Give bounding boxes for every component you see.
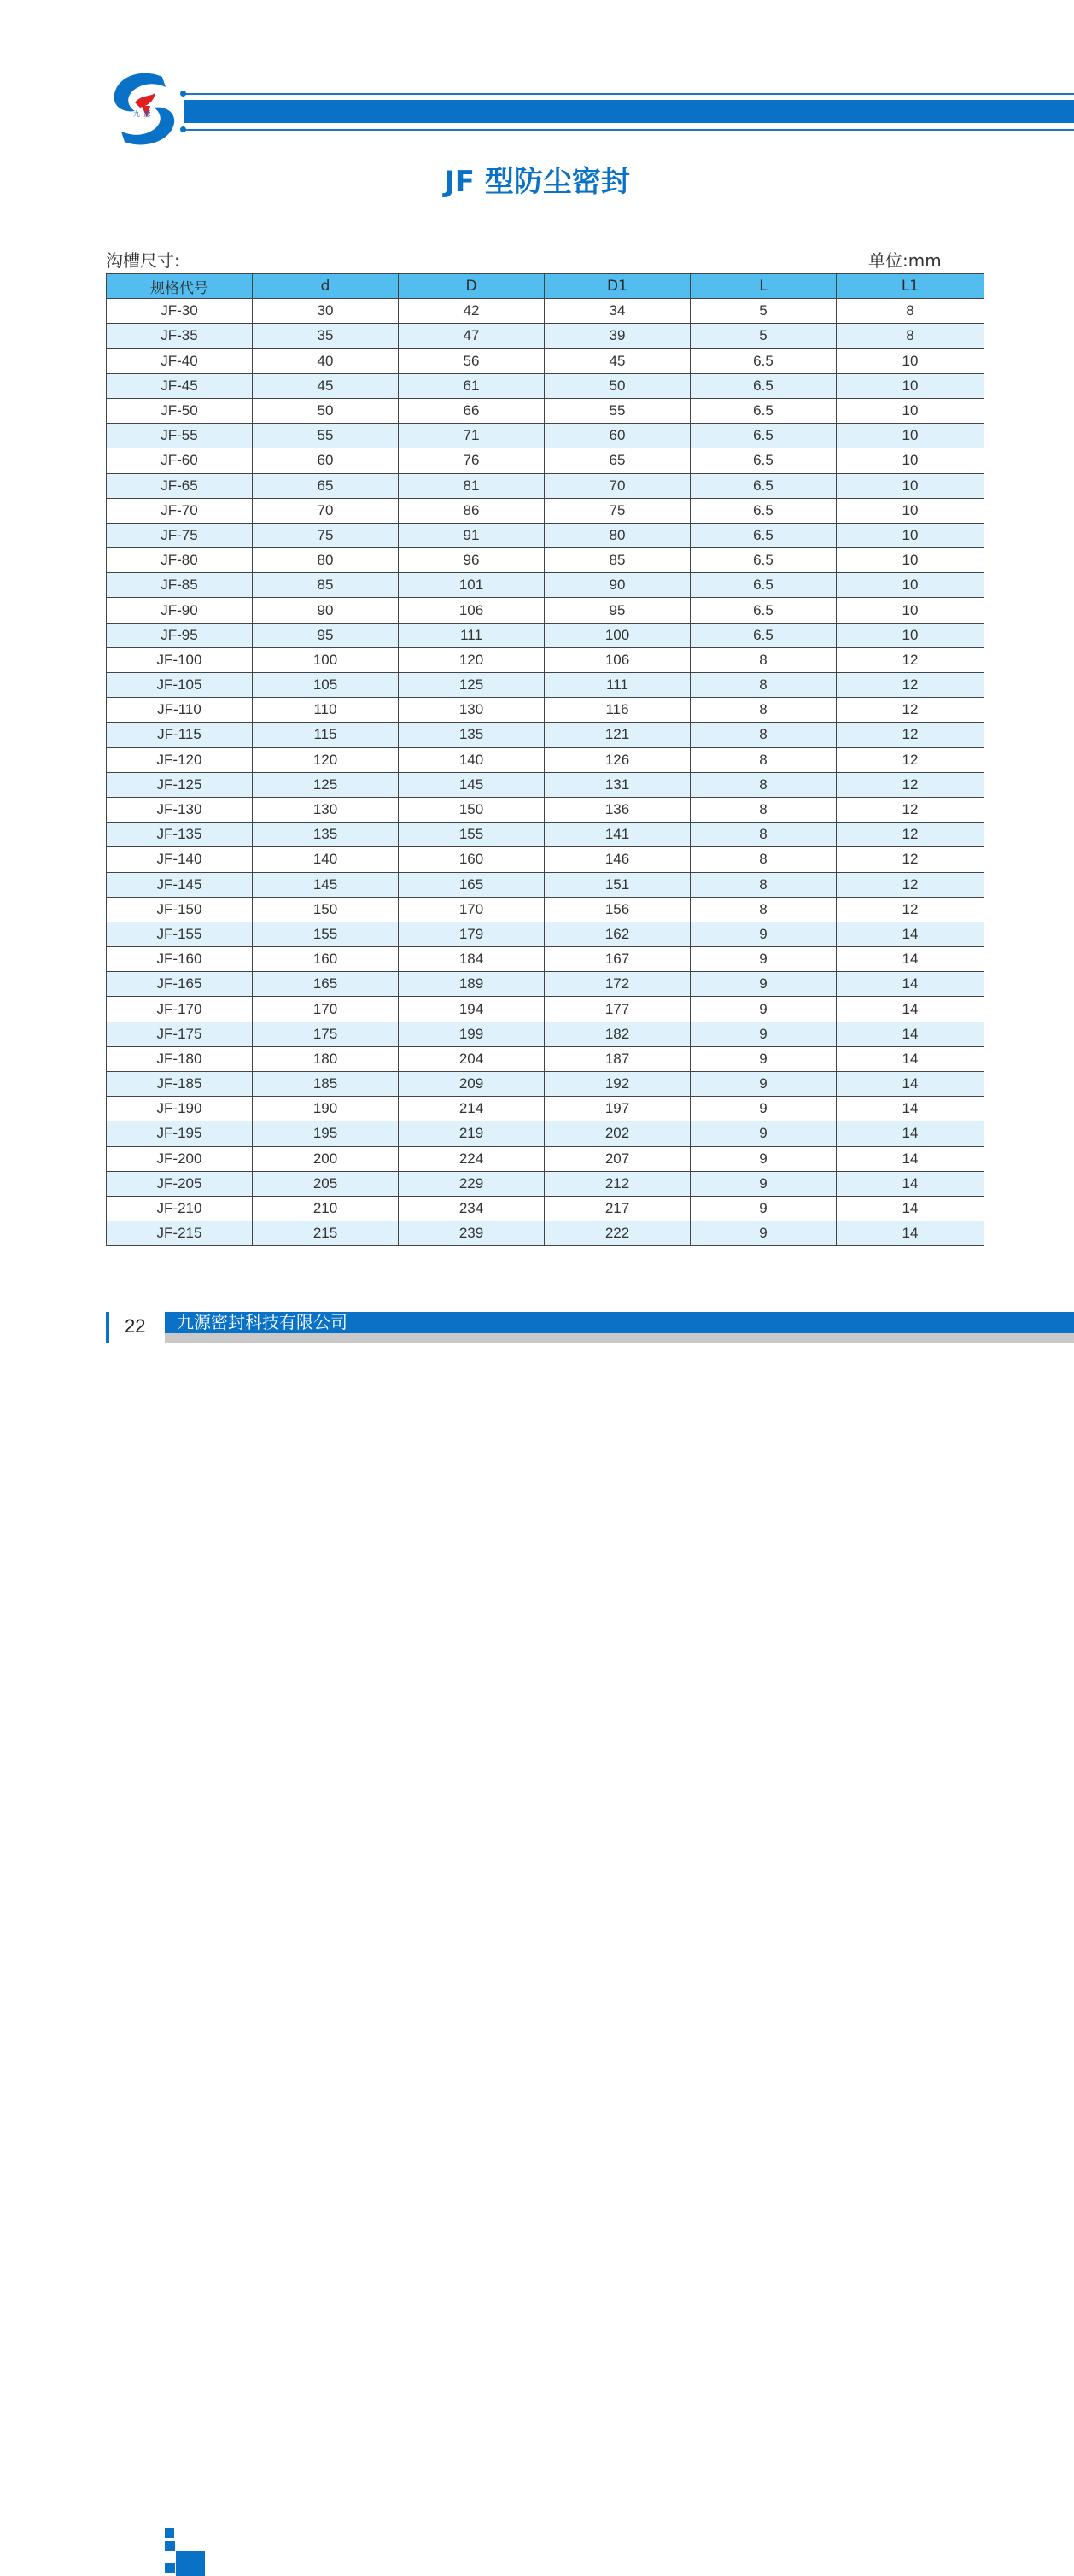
table-row [107,1121,984,1146]
table-cell: 12 [837,847,984,872]
table-row [107,299,984,324]
table-cell: 180 [253,1046,399,1071]
table-cell: 14 [837,1072,984,1097]
table-cell: 195 [253,1121,399,1146]
table-cell: JF-85 [107,573,253,598]
table-row [107,348,984,373]
table-cell: 120 [253,747,399,772]
table-cell: 85 [253,573,399,598]
table-cell: 8 [691,772,837,797]
table-cell: JF-115 [107,723,253,747]
header-dot [180,126,186,132]
table-cell: JF-200 [107,1146,253,1171]
table-cell: 6.5 [691,548,837,573]
table-cell: 150 [253,897,399,922]
table-row [107,897,984,922]
table-cell: JF-155 [107,922,253,946]
table-cell: 165 [253,972,399,997]
table-cell: 155 [253,922,399,946]
table-cell: 75 [545,498,691,523]
column-header-spec-code: 规格代号 [107,274,253,299]
table-cell: JF-165 [107,972,253,997]
table-row [107,623,984,647]
table-cell: 224 [399,1146,545,1171]
table-cell: 71 [399,424,545,448]
table-cell: 10 [837,598,984,623]
table-cell: 197 [545,1097,691,1121]
table-cell: 162 [545,922,691,946]
table-cell: 12 [837,723,984,747]
table-cell: 12 [837,673,984,698]
table-cell: 10 [837,498,984,523]
pixel-squares-icon [165,2541,175,2551]
table-cell: 145 [253,872,399,897]
table-cell: 47 [399,324,545,348]
table-cell: 170 [253,997,399,1022]
table-cell: 9 [691,972,837,997]
table-cell: 100 [253,647,399,672]
table-row [107,747,984,772]
table-row [107,772,984,797]
table-cell: 12 [837,698,984,723]
table-cell: JF-30 [107,299,253,324]
table-row [107,673,984,698]
table-row [107,373,984,398]
table-cell: 6.5 [691,398,837,423]
table-cell: 6.5 [691,498,837,523]
table-cell: 9 [691,1196,837,1221]
table-cell: 12 [837,872,984,897]
table-cell: JF-45 [107,373,253,398]
table-cell: 65 [253,473,399,498]
table-cell: 150 [399,797,545,822]
table-cell: 75 [253,523,399,547]
table-cell: JF-120 [107,747,253,772]
table-cell: 10 [837,573,984,598]
table-cell: 135 [253,823,399,847]
table-cell: 9 [691,1146,837,1171]
table-cell: 6.5 [691,373,837,398]
table-cell: 8 [691,723,837,747]
table-cell: 155 [399,823,545,847]
table-cell: 239 [399,1221,545,1246]
table-cell: 140 [253,847,399,872]
table-row [107,723,984,747]
table-cell: 8 [691,673,837,698]
table-row [107,573,984,598]
table-cell: 177 [545,997,691,1022]
table-cell: JF-75 [107,523,253,547]
table-cell: 8 [691,897,837,922]
table-cell: 8 [691,797,837,822]
table-row [107,523,984,547]
table-cell: JF-145 [107,872,253,897]
table-cell: 12 [837,797,984,822]
table-cell: 136 [545,797,691,822]
table-row [107,548,984,573]
table-cell: 95 [253,623,399,647]
table-cell: 12 [837,823,984,847]
table-cell: 35 [253,324,399,348]
table-cell: JF-180 [107,1046,253,1071]
table-cell: 101 [399,573,545,598]
table-cell: 9 [691,997,837,1022]
table-cell: JF-130 [107,797,253,822]
table-cell: 229 [399,1171,545,1196]
table-row [107,1022,984,1046]
table-cell: JF-185 [107,1072,253,1097]
table-cell: 115 [253,723,399,747]
page-number-bar [106,1312,109,1343]
table-cell: 156 [545,897,691,922]
table-cell: 14 [837,997,984,1022]
column-header-d: d [253,274,399,299]
column-header-D1: D1 [545,274,691,299]
table-cell: 12 [837,897,984,922]
table-cell: 131 [545,772,691,797]
table-cell: 6.5 [691,523,837,547]
table-row [107,922,984,946]
table-cell: JF-205 [107,1171,253,1196]
table-cell: JF-135 [107,823,253,847]
pixel-squares-icon [165,2563,175,2573]
table-cell: 8 [691,747,837,772]
page-number: 22 [125,1315,146,1337]
table-cell: 95 [545,598,691,623]
table-cell: 207 [545,1146,691,1171]
table-cell: 12 [837,747,984,772]
table-cell: 6.5 [691,348,837,373]
table-cell: JF-175 [107,1022,253,1046]
table-cell: 146 [545,847,691,872]
table-row [107,1097,984,1121]
table-row [107,997,984,1022]
table-cell: 209 [399,1072,545,1097]
table-row [107,823,984,847]
table-cell: 214 [399,1097,545,1121]
table-cell: 80 [253,548,399,573]
table-cell: 55 [253,424,399,448]
table-cell: 167 [545,947,691,972]
unit-caption: 单位:mm [868,250,942,271]
table-cell: 14 [837,1121,984,1146]
header-thin-line-bottom [184,129,1074,131]
table-row [107,498,984,523]
table-cell: 50 [253,398,399,423]
table-cell: 121 [545,723,691,747]
table-cell: 39 [545,324,691,348]
table-cell: 192 [545,1072,691,1097]
table-row [107,398,984,423]
table-cell: 145 [399,772,545,797]
table-cell: 45 [545,348,691,373]
table-cell: 80 [545,523,691,547]
table-cell: 14 [837,1171,984,1196]
table-cell: JF-190 [107,1097,253,1121]
table-cell: 5 [691,324,837,348]
table-cell: 9 [691,1221,837,1246]
table-cell: 130 [399,698,545,723]
table-cell: JF-60 [107,448,253,473]
header-thin-line-top [184,93,1074,95]
table-cell: 10 [837,473,984,498]
table-cell: 14 [837,1146,984,1171]
table-cell: JF-140 [107,847,253,872]
table-cell: 8 [837,324,984,348]
table-cell: 10 [837,398,984,423]
table-cell: 61 [399,373,545,398]
table-row [107,424,984,448]
logo-text: 九 源 [133,110,152,118]
table-cell: 9 [691,1072,837,1097]
table-cell: 8 [691,698,837,723]
table-cell: 165 [399,872,545,897]
table-cell: 151 [545,872,691,897]
table-cell: 189 [399,972,545,997]
table-row [107,647,984,672]
table-cell: 60 [545,424,691,448]
table-cell: 9 [691,922,837,946]
table-body [107,299,984,1246]
table-cell: JF-35 [107,324,253,348]
table-cell: 187 [545,1046,691,1071]
table-cell: JF-100 [107,647,253,672]
table-cell: 120 [399,647,545,672]
table-cell: JF-65 [107,473,253,498]
table-cell: 6.5 [691,448,837,473]
table-cell: 135 [399,723,545,747]
table-cell: JF-210 [107,1196,253,1221]
table-cell: 56 [399,348,545,373]
table-cell: 50 [545,373,691,398]
table-cell: 100 [545,623,691,647]
table-cell: 14 [837,1022,984,1046]
table-row [107,1072,984,1097]
table-cell: 10 [837,623,984,647]
table-cell: 86 [399,498,545,523]
table-cell: 106 [399,598,545,623]
table-cell: 14 [837,1221,984,1246]
table-cell: 9 [691,1097,837,1121]
table-cell: 65 [545,448,691,473]
column-header-L1: L1 [837,274,984,299]
table-cell: 9 [691,1022,837,1046]
table-cell: 14 [837,922,984,946]
table-row [107,1146,984,1171]
table-row [107,1046,984,1071]
table-cell: JF-215 [107,1221,253,1246]
table-cell: 106 [545,647,691,672]
table-cell: JF-105 [107,673,253,698]
table-cell: 8 [691,872,837,897]
table-cell: 70 [253,498,399,523]
table-cell: 126 [545,747,691,772]
table-row [107,324,984,348]
table-cell: 6.5 [691,573,837,598]
table-cell: 30 [253,299,399,324]
table-cell: 14 [837,947,984,972]
table-cell: 111 [545,673,691,698]
groove-size-table [106,273,984,1246]
table-row [107,698,984,723]
table-cell: JF-80 [107,548,253,573]
table-cell: 40 [253,348,399,373]
table-cell: JF-40 [107,348,253,373]
table-row [107,1171,984,1196]
table-cell: JF-95 [107,623,253,647]
table-cell: 12 [837,647,984,672]
table-cell: 14 [837,972,984,997]
table-cell: 175 [253,1022,399,1046]
table-cell: 8 [691,647,837,672]
table-cell: 10 [837,424,984,448]
table-row [107,473,984,498]
table-cell: 8 [691,823,837,847]
table-cell: 9 [691,1121,837,1146]
table-cell: 96 [399,548,545,573]
table-cell: 90 [253,598,399,623]
table-cell: 125 [399,673,545,698]
table-cell: 170 [399,897,545,922]
table-cell: 10 [837,548,984,573]
table-cell: 42 [399,299,545,324]
table-cell: JF-55 [107,424,253,448]
table-cell: JF-160 [107,947,253,972]
table-cell: 9 [691,947,837,972]
table-cell: 222 [545,1221,691,1246]
table-cell: 200 [253,1146,399,1171]
table-cell: 90 [545,573,691,598]
table-cell: 6.5 [691,598,837,623]
header-thick-bar [184,100,1074,123]
pixel-squares-icon [176,2551,205,2576]
table-row [107,1221,984,1246]
table-row [107,598,984,623]
table-cell: 105 [253,673,399,698]
table-cell: 160 [399,847,545,872]
table-cell: 172 [545,972,691,997]
table-cell: 234 [399,1196,545,1221]
table-cell: 66 [399,398,545,423]
table-cell: 6.5 [691,623,837,647]
table-cell: 34 [545,299,691,324]
table-cell: 182 [545,1022,691,1046]
table-cell: 217 [545,1196,691,1221]
table-cell: 10 [837,348,984,373]
table-cell: 140 [399,747,545,772]
table-cell: 219 [399,1121,545,1146]
table-cell: 6.5 [691,473,837,498]
page-title: JF 型防尘密封 [444,165,630,199]
table-cell: 215 [253,1221,399,1246]
table-row [107,872,984,897]
table-cell: 10 [837,448,984,473]
pixel-squares-icon [165,2528,174,2538]
table-cell: 14 [837,1097,984,1121]
table-cell: 160 [253,947,399,972]
table-cell: 125 [253,772,399,797]
table-cell: 185 [253,1072,399,1097]
footer-grey-strip [165,1333,1074,1343]
header-dot [180,91,186,97]
table-row [107,847,984,872]
table-row [107,797,984,822]
table-cell: JF-90 [107,598,253,623]
groove-size-caption: 沟槽尺寸: [106,250,180,271]
table-cell: 202 [545,1121,691,1146]
table-cell: 130 [253,797,399,822]
table-header-row [107,274,984,299]
table-cell: 85 [545,548,691,573]
table-cell: 14 [837,1196,984,1221]
table-cell: 9 [691,1046,837,1071]
table-cell: 6.5 [691,424,837,448]
table-row [107,448,984,473]
table-cell: 141 [545,823,691,847]
page-header [0,0,1074,171]
table-row [107,972,984,997]
table-cell: 81 [399,473,545,498]
table-cell: 8 [691,847,837,872]
table-cell: JF-50 [107,398,253,423]
table-cell: 10 [837,523,984,547]
column-header-L: L [691,274,837,299]
table-cell: 212 [545,1171,691,1196]
table-cell: 12 [837,772,984,797]
table-cell: 199 [399,1022,545,1046]
table-cell: 70 [545,473,691,498]
table-cell: 76 [399,448,545,473]
table-cell: 9 [691,1171,837,1196]
table-cell: 14 [837,1046,984,1071]
table-cell: 10 [837,373,984,398]
table-cell: 205 [253,1171,399,1196]
table-cell: 179 [399,922,545,946]
table-cell: 110 [253,698,399,723]
table-cell: 210 [253,1196,399,1221]
table-cell: 5 [691,299,837,324]
table-cell: 111 [399,623,545,647]
column-header-D: D [399,274,545,299]
table-cell: 55 [545,398,691,423]
table-cell: 194 [399,997,545,1022]
footer-company-name: 九源密封科技有限公司 [177,1312,347,1332]
table-cell: 8 [837,299,984,324]
table-row [107,1196,984,1221]
table-cell: 190 [253,1097,399,1121]
table-cell: JF-195 [107,1121,253,1146]
table-cell: 91 [399,523,545,547]
table-cell: 204 [399,1046,545,1071]
table-cell: JF-110 [107,698,253,723]
table-cell: JF-125 [107,772,253,797]
table-cell: 45 [253,373,399,398]
table-cell: 60 [253,448,399,473]
table-cell: 184 [399,947,545,972]
table-cell: JF-70 [107,498,253,523]
table-cell: JF-170 [107,997,253,1022]
table-row [107,947,984,972]
table-cell: JF-150 [107,897,253,922]
table-cell: 116 [545,698,691,723]
